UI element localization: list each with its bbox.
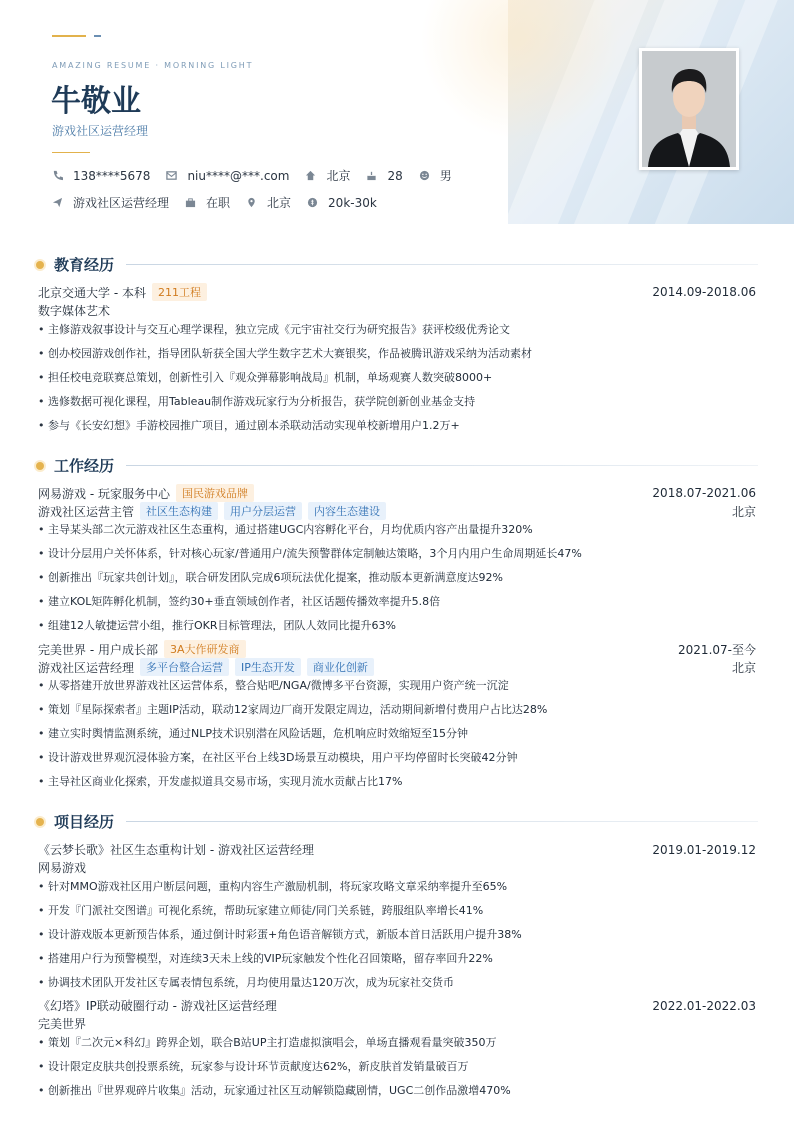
list-item: • 设计游戏版本更新预告体系，通过倒计时彩蛋+角色语音解锁方式，新版本首日活跃用户提升38% — [38, 926, 756, 942]
salary-text: 20k-30k — [328, 195, 377, 210]
skill-tag: 商业化创新 — [307, 658, 374, 676]
list-item: • 从零搭建开放世界游戏社区运营体系，整合贴吧/NGA/微博多平台资源，实现用户资产统一沉淀 — [38, 677, 756, 693]
email-text: niu****@***.com — [187, 168, 290, 183]
project-org: 完美世界 — [38, 1017, 87, 1031]
list-item: • 建立KOL矩阵孵化机制，签约30+垂直领域创作者，社区话题传播效率提升5.8倍 — [38, 593, 756, 609]
accent-bar — [52, 35, 86, 37]
education-major — [38, 302, 756, 319]
work-title-row — [38, 502, 756, 520]
company-badge: 国民游戏品牌 — [176, 484, 254, 502]
work-location: 北京 — [731, 504, 756, 519]
list-item: • 创新推出『世界观碎片收集』活动，玩家通过社区互动解锁隐藏剧情，UGC二创作品激增470% — [38, 1082, 756, 1098]
list-item: • 策划『二次元×科幻』跨界企划，联合B站UP主打造虚拟演唱会，单场直播观看量突破350万 — [38, 1034, 756, 1050]
section-title: 项目经历 — [54, 813, 115, 831]
school-name: 北京交通大学 - 本科 — [38, 285, 146, 300]
list-item: • 策划『星际探索者』主题IP活动，联动12家周边厂商开发限定周边，活动期间新增付费用户占比达28% — [38, 701, 756, 717]
list-item: • 建立实时舆情监测系统，通过NLP技术识别潜在风险话题，危机响应时效缩短至15分钟 — [38, 725, 756, 741]
section-title: 教育经历 — [54, 256, 115, 274]
mail-icon — [166, 170, 177, 181]
project-org: 网易游戏 — [38, 861, 87, 875]
gender-text: 男 — [439, 169, 452, 183]
project-period: 2019.01-2019.12 — [652, 842, 756, 857]
company-badge: 3A大作研发商 — [164, 640, 246, 658]
list-item: • 搭建用户行为预警模型，对连续3天未上线的VIP玩家触发个性化召回策略，留存率回升22% — [38, 950, 756, 966]
skill-tag: 社区生态构建 — [140, 502, 218, 520]
work-period: 2021.07-至今 — [678, 642, 756, 657]
project-name: 《云梦长歌》社区生态重构计划 - 游戏社区运营经理 — [38, 843, 314, 857]
section-dot — [36, 261, 44, 269]
section-project — [36, 811, 758, 832]
home-icon — [305, 170, 316, 181]
accent-bar-short — [94, 35, 101, 37]
status-text: 在职 — [206, 196, 231, 210]
phone-text: 138****5678 — [73, 168, 151, 183]
company-name: 完美世界 - 用户成长部 — [38, 642, 158, 657]
section-line — [126, 264, 758, 265]
list-item: • 参与《长安幻想》手游校园推广项目，通过剧本杀联动活动实现单校新增用户1.2万+ — [38, 417, 756, 433]
list-item: • 主导某头部二次元游戏社区生态重构，通过搭建UGC内容孵化平台，月均优质内容产出量提升320% — [38, 521, 756, 537]
company-name: 网易游戏 - 玩家服务中心 — [38, 486, 170, 501]
divider — [52, 152, 90, 153]
work-header — [38, 640, 756, 658]
section-line — [126, 821, 758, 822]
project-header — [38, 841, 756, 858]
resume-tagline: AMAZING RESUME · MORNING LIGHT — [52, 61, 254, 70]
section-dot — [36, 818, 44, 826]
skill-tag: 内容生态建设 — [308, 502, 386, 520]
project-header — [38, 997, 756, 1014]
job-title: 游戏社区运营主管 — [38, 504, 135, 519]
list-item: • 针对MMO游戏社区用户断层问题，重构内容生产激励机制，将玩家攻略文章采纳率提升至65% — [38, 878, 756, 894]
money-icon — [307, 197, 318, 208]
job-intent-row — [52, 194, 393, 211]
list-item: • 创新推出『玩家共创计划』，联合研发团队完成6项玩法优化提案，推动版本更新满意度达92% — [38, 569, 756, 585]
list-item: • 担任校电竞联赛总策划，创新性引入『观众弹幕影响战局』机制，单场观赛人数突破8000+ — [38, 369, 756, 385]
school-badge: 211工程 — [152, 283, 207, 301]
list-item: • 选修数据可视化课程，用Tableau制作游戏玩家行为分析报告，获学院创新创业基金支持 — [38, 393, 756, 409]
work-period: 2018.07-2021.06 — [652, 486, 756, 500]
contact-row — [52, 167, 468, 184]
candidate-name: 牛敬业 — [51, 84, 141, 119]
phone-icon — [52, 170, 63, 181]
work-header — [38, 484, 756, 502]
skill-tag: 多平台整合运营 — [140, 658, 229, 676]
list-item: • 主修游戏叙事设计与交互心理学课程，独立完成《元宇宙社交行为研究报告》获评校级优秀论文 — [38, 321, 756, 337]
send-icon — [52, 197, 63, 208]
smile-icon — [419, 170, 430, 181]
work-location: 北京 — [731, 660, 756, 675]
skill-tag: 用户分层运营 — [224, 502, 302, 520]
list-item: • 协调技术团队开发社区专属表情包系统，月均使用量达120万次，成为玩家社交货币 — [38, 974, 756, 990]
skill-tag: IP生态开发 — [235, 658, 301, 676]
list-item: • 设计游戏世界观沉浸体验方案，在社区平台上线3D场景互动模块，用户平均停留时长突破42分钟 — [38, 749, 756, 765]
education-header — [38, 283, 756, 301]
work-title-row — [38, 658, 756, 676]
list-item: • 组建12人敏捷运营小组，推行OKR目标管理法，团队人效同比提升63% — [38, 617, 756, 633]
cake-icon — [366, 170, 377, 181]
location-icon — [246, 197, 257, 208]
target-city-text: 北京 — [267, 196, 292, 210]
list-item: • 主导社区商业化探索，开发虚拟道具交易市场，实现月流水贡献占比17% — [38, 773, 756, 789]
project-name: 《幻塔》IP联动破圈行动 - 游戏社区运营经理 — [38, 999, 277, 1013]
list-item: • 创办校园游戏创作社，指导团队斩获全国大学生数字艺术大赛银奖，作品被腾讯游戏采纳为活动素材 — [38, 345, 756, 361]
education-period: 2014.09-2018.06 — [652, 285, 756, 299]
candidate-role: 游戏社区运营经理 — [52, 124, 149, 138]
age-text: 28 — [387, 168, 403, 183]
section-line — [126, 465, 758, 466]
job-title: 游戏社区运营经理 — [38, 660, 135, 675]
list-item: • 设计限定皮肤共创投票系统，玩家参与设计环节贡献度达62%，新皮肤首发销量破百万 — [38, 1058, 756, 1074]
target-role-text: 游戏社区运营经理 — [73, 196, 170, 210]
list-item: • 开发『门派社交图谱』可视化系统，帮助玩家建立师徒/同门关系链，跨服组队率增长41% — [38, 902, 756, 918]
city-text: 北京 — [326, 169, 351, 183]
avatar — [639, 48, 739, 170]
project-org-row — [38, 859, 756, 876]
list-item: • 设计分层用户关怀体系，针对核心玩家/普通用户/流失预警群体定制触达策略，3个月内用户生命周期延长47% — [38, 545, 756, 561]
section-work — [36, 455, 758, 476]
section-title: 工作经历 — [54, 457, 115, 475]
avatar-illustration — [642, 51, 736, 167]
project-period: 2022.01-2022.03 — [652, 998, 756, 1013]
briefcase-icon — [185, 197, 196, 208]
major-text: 数字媒体艺术 — [38, 304, 111, 318]
section-dot — [36, 462, 44, 470]
section-education — [36, 254, 758, 275]
project-org-row — [38, 1015, 756, 1032]
